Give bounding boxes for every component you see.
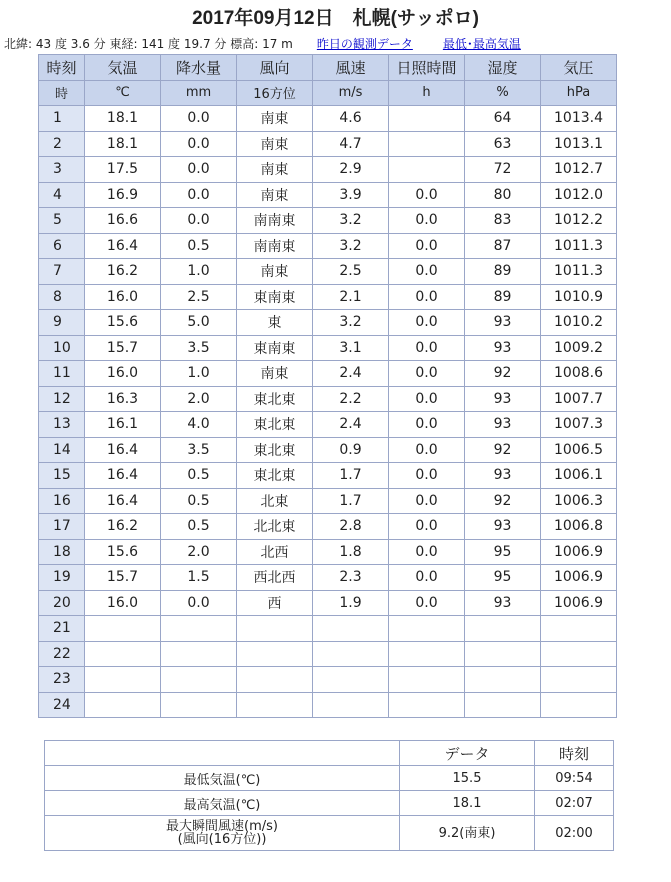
temperature-cell: 16.0 (85, 284, 161, 310)
hour-cell: 8 (39, 284, 85, 310)
precipitation-cell: 0.5 (161, 514, 237, 540)
sunshine-cell: 0.0 (389, 514, 465, 540)
pressure-cell: 1006.8 (541, 514, 617, 540)
hour-cell: 7 (39, 259, 85, 285)
wind-direction-cell: 北東 (237, 488, 313, 514)
temperature-cell (85, 616, 161, 642)
table-row (39, 284, 617, 310)
pressure-cell: 1010.9 (541, 284, 617, 310)
table-row (39, 182, 617, 208)
hour-cell: 3 (39, 157, 85, 183)
temperature-cell: 18.1 (85, 106, 161, 132)
humidity-cell: 72 (465, 157, 541, 183)
hour-cell: 11 (39, 361, 85, 387)
precipitation-cell: 3.5 (161, 335, 237, 361)
humidity-cell: 89 (465, 284, 541, 310)
humidity-unit: % (465, 80, 541, 106)
precipitation-cell: 0.5 (161, 233, 237, 259)
summary-value-cell: 18.1 (400, 791, 535, 816)
precipitation-cell: 0.0 (161, 590, 237, 616)
hour-cell: 17 (39, 514, 85, 540)
wind-speed-cell (313, 641, 389, 667)
humidity-cell: 92 (465, 361, 541, 387)
wind-speed-cell: 4.7 (313, 131, 389, 157)
wind-speed-cell (313, 616, 389, 642)
wind-speed-cell: 3.1 (313, 335, 389, 361)
precipitation-cell: 2.5 (161, 284, 237, 310)
precipitation-cell (161, 667, 237, 693)
wind-direction-cell: 南南東 (237, 208, 313, 234)
pressure-cell: 1006.9 (541, 539, 617, 565)
wind-direction-cell: 南東 (237, 157, 313, 183)
page-title: 2017年09月12日 札幌(サッポロ) (192, 8, 479, 29)
wind-speed-cell: 1.7 (313, 488, 389, 514)
hour-cell: 15 (39, 463, 85, 489)
wind-direction-cell: 東 (237, 310, 313, 336)
sunshine-unit: h (389, 80, 465, 106)
summary-label-cell (45, 816, 400, 851)
summary-value-cell: 9.2(南東) (400, 816, 535, 851)
hour-unit: 時 (39, 80, 85, 106)
wind-direction-cell (237, 692, 313, 718)
table-row (39, 616, 617, 642)
summary-label-cell (45, 791, 400, 816)
wind-direction-cell: 南東 (237, 361, 313, 387)
wind-direction-cell: 東北東 (237, 437, 313, 463)
summary-time-header: 時刻 (535, 741, 614, 766)
humidity-cell: 64 (465, 106, 541, 132)
wind-speed-cell: 2.4 (313, 412, 389, 438)
precipitation-cell (161, 692, 237, 718)
summary-time-cell: 02:07 (535, 791, 614, 816)
temperature-cell: 16.6 (85, 208, 161, 234)
hour-cell: 5 (39, 208, 85, 234)
sunshine-cell: 0.0 (389, 208, 465, 234)
table-row (39, 157, 617, 183)
wind-direction-cell: 北西 (237, 539, 313, 565)
humidity-cell: 93 (465, 463, 541, 489)
sunshine-cell: 0.0 (389, 539, 465, 565)
table-row (39, 565, 617, 591)
hour-cell: 22 (39, 641, 85, 667)
table-row (39, 437, 617, 463)
temperature-cell: 16.4 (85, 488, 161, 514)
pressure-cell: 1013.4 (541, 106, 617, 132)
temperature-cell: 16.2 (85, 514, 161, 540)
hour-cell: 14 (39, 437, 85, 463)
pressure-cell (541, 641, 617, 667)
table-row (39, 131, 617, 157)
precipitation-cell: 0.0 (161, 106, 237, 132)
sunshine-cell: 0.0 (389, 412, 465, 438)
wind-direction-cell: 西北西 (237, 565, 313, 591)
temperature-cell: 17.5 (85, 157, 161, 183)
hour-cell: 12 (39, 386, 85, 412)
precipitation-cell: 0.0 (161, 182, 237, 208)
wind-direction-cell: 東南東 (237, 335, 313, 361)
hour-cell: 1 (39, 106, 85, 132)
precipitation-cell: 0.0 (161, 208, 237, 234)
summary-label: 最高気温(℃) (183, 797, 261, 813)
pressure-cell: 1011.3 (541, 259, 617, 285)
summary-row (45, 766, 614, 791)
pressure-cell: 1009.2 (541, 335, 617, 361)
humidity-cell (465, 667, 541, 693)
summary-time-cell: 09:54 (535, 766, 614, 791)
wind-direction-cell: 東北東 (237, 412, 313, 438)
precipitation-cell: 0.5 (161, 463, 237, 489)
summary-value-cell: 15.5 (400, 766, 535, 791)
hour-cell: 21 (39, 616, 85, 642)
temperature-cell (85, 641, 161, 667)
humidity-cell: 93 (465, 310, 541, 336)
pressure-cell: 1006.9 (541, 590, 617, 616)
wind-speed-cell: 4.6 (313, 106, 389, 132)
precipitation-cell: 0.0 (161, 157, 237, 183)
humidity-header: 湿度 (465, 55, 541, 81)
precipitation-cell: 2.0 (161, 386, 237, 412)
humidity-cell (465, 641, 541, 667)
sunshine-cell: 0.0 (389, 437, 465, 463)
summary-label-header (45, 741, 400, 766)
precipitation-cell: 2.0 (161, 539, 237, 565)
temperature-cell: 16.3 (85, 386, 161, 412)
precipitation-cell: 1.0 (161, 259, 237, 285)
pressure-cell: 1007.7 (541, 386, 617, 412)
temperature-cell (85, 692, 161, 718)
humidity-cell: 83 (465, 208, 541, 234)
temperature-unit: ℃ (85, 80, 161, 106)
temperature-cell: 16.2 (85, 259, 161, 285)
table-row (39, 259, 617, 285)
humidity-cell: 92 (465, 488, 541, 514)
sunshine-cell: 0.0 (389, 335, 465, 361)
sunshine-cell: 0.0 (389, 310, 465, 336)
summary-row (45, 816, 614, 851)
wind-speed-cell: 1.9 (313, 590, 389, 616)
pressure-cell: 1007.3 (541, 412, 617, 438)
wind-direction-cell (237, 616, 313, 642)
sunshine-cell (389, 616, 465, 642)
humidity-cell: 93 (465, 412, 541, 438)
pressure-cell (541, 616, 617, 642)
sunshine-cell (389, 641, 465, 667)
hour-cell: 10 (39, 335, 85, 361)
pressure-header: 気圧 (541, 55, 617, 81)
summary-label: 最低気温(℃) (183, 772, 261, 788)
pressure-cell: 1006.9 (541, 565, 617, 591)
hour-cell: 24 (39, 692, 85, 718)
precipitation-cell: 1.0 (161, 361, 237, 387)
temperature-cell: 15.6 (85, 539, 161, 565)
wind-speed-cell (313, 667, 389, 693)
precipitation-cell: 3.5 (161, 437, 237, 463)
wind-speed-cell (313, 692, 389, 718)
precipitation-cell: 4.0 (161, 412, 237, 438)
summary-row (45, 791, 614, 816)
humidity-cell: 93 (465, 335, 541, 361)
sunshine-cell: 0.0 (389, 463, 465, 489)
temperature-cell (85, 667, 161, 693)
pressure-cell: 1013.1 (541, 131, 617, 157)
table-row (39, 514, 617, 540)
summary-data-header: データ (400, 741, 535, 766)
precipitation-cell: 1.5 (161, 565, 237, 591)
table-row (39, 488, 617, 514)
coordinates-text: 北緯: 43 度 3.6 分 東経: 141 度 19.7 分 標高: 17 m (4, 36, 293, 51)
wind-speed-unit: m/s (313, 80, 389, 106)
table-row (39, 667, 617, 693)
wind-direction-cell (237, 667, 313, 693)
table-row (39, 386, 617, 412)
temperature-cell: 15.7 (85, 335, 161, 361)
wind-direction-cell: 北北東 (237, 514, 313, 540)
daily-summary-table (44, 740, 614, 851)
precipitation-cell: 0.5 (161, 488, 237, 514)
wind-speed-header: 風速 (313, 55, 389, 81)
sunshine-cell: 0.0 (389, 361, 465, 387)
pressure-cell: 1012.2 (541, 208, 617, 234)
sunshine-cell: 0.0 (389, 182, 465, 208)
wind-direction-cell: 西 (237, 590, 313, 616)
hour-cell: 23 (39, 667, 85, 693)
humidity-cell: 80 (465, 182, 541, 208)
sunshine-cell: 0.0 (389, 284, 465, 310)
wind-direction-cell: 東北東 (237, 463, 313, 489)
temperature-cell: 16.0 (85, 590, 161, 616)
summary-header-row (45, 741, 614, 766)
temperature-cell: 16.4 (85, 437, 161, 463)
temperature-header: 気温 (85, 55, 161, 81)
precipitation-cell: 0.0 (161, 131, 237, 157)
table-row (39, 641, 617, 667)
wind-speed-cell: 3.2 (313, 310, 389, 336)
sunshine-cell: 0.0 (389, 233, 465, 259)
sunshine-cell: 0.0 (389, 565, 465, 591)
temperature-cell: 16.4 (85, 463, 161, 489)
table-row (39, 335, 617, 361)
humidity-cell: 92 (465, 437, 541, 463)
humidity-cell: 87 (465, 233, 541, 259)
wind-direction-cell: 南東 (237, 182, 313, 208)
wind-speed-cell: 3.2 (313, 208, 389, 234)
pressure-cell: 1012.7 (541, 157, 617, 183)
table-row (39, 590, 617, 616)
hour-cell: 4 (39, 182, 85, 208)
pressure-cell: 1008.6 (541, 361, 617, 387)
hour-cell: 16 (39, 488, 85, 514)
hour-cell: 18 (39, 539, 85, 565)
wind-speed-cell: 2.2 (313, 386, 389, 412)
wind-direction-cell: 南東 (237, 131, 313, 157)
wind-speed-cell: 2.9 (313, 157, 389, 183)
wind-speed-cell: 1.8 (313, 539, 389, 565)
temperature-cell: 16.0 (85, 361, 161, 387)
wind-direction-cell: 東南東 (237, 284, 313, 310)
table-row (39, 106, 617, 132)
table-row (39, 692, 617, 718)
humidity-cell: 93 (465, 514, 541, 540)
humidity-cell: 63 (465, 131, 541, 157)
hour-header: 時刻 (39, 55, 85, 81)
sunshine-cell: 0.0 (389, 386, 465, 412)
table-row (39, 463, 617, 489)
pressure-cell: 1006.3 (541, 488, 617, 514)
table-row (39, 412, 617, 438)
pressure-cell: 1006.5 (541, 437, 617, 463)
hour-cell: 20 (39, 590, 85, 616)
summary-label-cell (45, 766, 400, 791)
sunshine-cell: 0.0 (389, 488, 465, 514)
humidity-cell (465, 692, 541, 718)
summary-label-sub: (風向(16方位)) (177, 832, 267, 847)
pressure-cell: 1010.2 (541, 310, 617, 336)
temperature-cell: 16.1 (85, 412, 161, 438)
sunshine-cell: 0.0 (389, 259, 465, 285)
table-row (39, 539, 617, 565)
humidity-cell: 93 (465, 386, 541, 412)
humidity-cell: 89 (465, 259, 541, 285)
hour-cell: 13 (39, 412, 85, 438)
precipitation-cell (161, 616, 237, 642)
pressure-cell (541, 692, 617, 718)
sunshine-header: 日照時間 (389, 55, 465, 81)
wind-direction-unit: 16方位 (237, 80, 313, 106)
pressure-cell (541, 667, 617, 693)
wind-speed-cell: 2.1 (313, 284, 389, 310)
pressure-cell: 1006.1 (541, 463, 617, 489)
wind-direction-cell: 南東 (237, 259, 313, 285)
summary-label: 最大瞬間風速(m/s) (166, 819, 278, 834)
humidity-cell: 95 (465, 565, 541, 591)
wind-speed-cell: 3.2 (313, 233, 389, 259)
table-row (39, 361, 617, 387)
wind-speed-cell: 0.9 (313, 437, 389, 463)
precipitation-cell: 5.0 (161, 310, 237, 336)
hour-cell: 19 (39, 565, 85, 591)
wind-speed-cell: 1.7 (313, 463, 389, 489)
sunshine-cell (389, 692, 465, 718)
temperature-cell: 18.1 (85, 131, 161, 157)
sunshine-cell (389, 667, 465, 693)
wind-speed-cell: 2.3 (313, 565, 389, 591)
pressure-cell: 1012.0 (541, 182, 617, 208)
sunshine-cell: 0.0 (389, 590, 465, 616)
hour-cell: 9 (39, 310, 85, 336)
wind-direction-cell: 東北東 (237, 386, 313, 412)
pressure-cell: 1011.3 (541, 233, 617, 259)
precipitation-cell (161, 641, 237, 667)
humidity-cell: 93 (465, 590, 541, 616)
precipitation-unit: mm (161, 80, 237, 106)
precipitation-header: 降水量 (161, 55, 237, 81)
hourly-observation-table (38, 54, 617, 718)
wind-speed-cell: 2.4 (313, 361, 389, 387)
wind-direction-header: 風向 (237, 55, 313, 81)
temperature-cell: 16.9 (85, 182, 161, 208)
sunshine-cell (389, 131, 465, 157)
humidity-cell: 95 (465, 539, 541, 565)
table-row (39, 208, 617, 234)
hour-cell: 6 (39, 233, 85, 259)
wind-speed-cell: 2.8 (313, 514, 389, 540)
unit-row (39, 80, 617, 106)
wind-speed-cell: 3.9 (313, 182, 389, 208)
sunshine-cell (389, 106, 465, 132)
summary-time-cell: 02:00 (535, 816, 614, 851)
table-row (39, 310, 617, 336)
pressure-unit: hPa (541, 80, 617, 106)
header-row (39, 55, 617, 81)
location-bar (0, 32, 671, 54)
temperature-cell: 16.4 (85, 233, 161, 259)
wind-direction-cell: 南南東 (237, 233, 313, 259)
hour-cell: 2 (39, 131, 85, 157)
temperature-cell: 15.6 (85, 310, 161, 336)
yesterday-data-link[interactable]: 昨日の観測データ (316, 36, 413, 51)
wind-direction-cell (237, 641, 313, 667)
table-row (39, 233, 617, 259)
humidity-cell (465, 616, 541, 642)
sunshine-cell (389, 157, 465, 183)
min-max-temp-link[interactable]: 最低･最高気温 (442, 36, 521, 51)
wind-speed-cell: 2.5 (313, 259, 389, 285)
temperature-cell: 15.7 (85, 565, 161, 591)
wind-direction-cell: 南東 (237, 106, 313, 132)
